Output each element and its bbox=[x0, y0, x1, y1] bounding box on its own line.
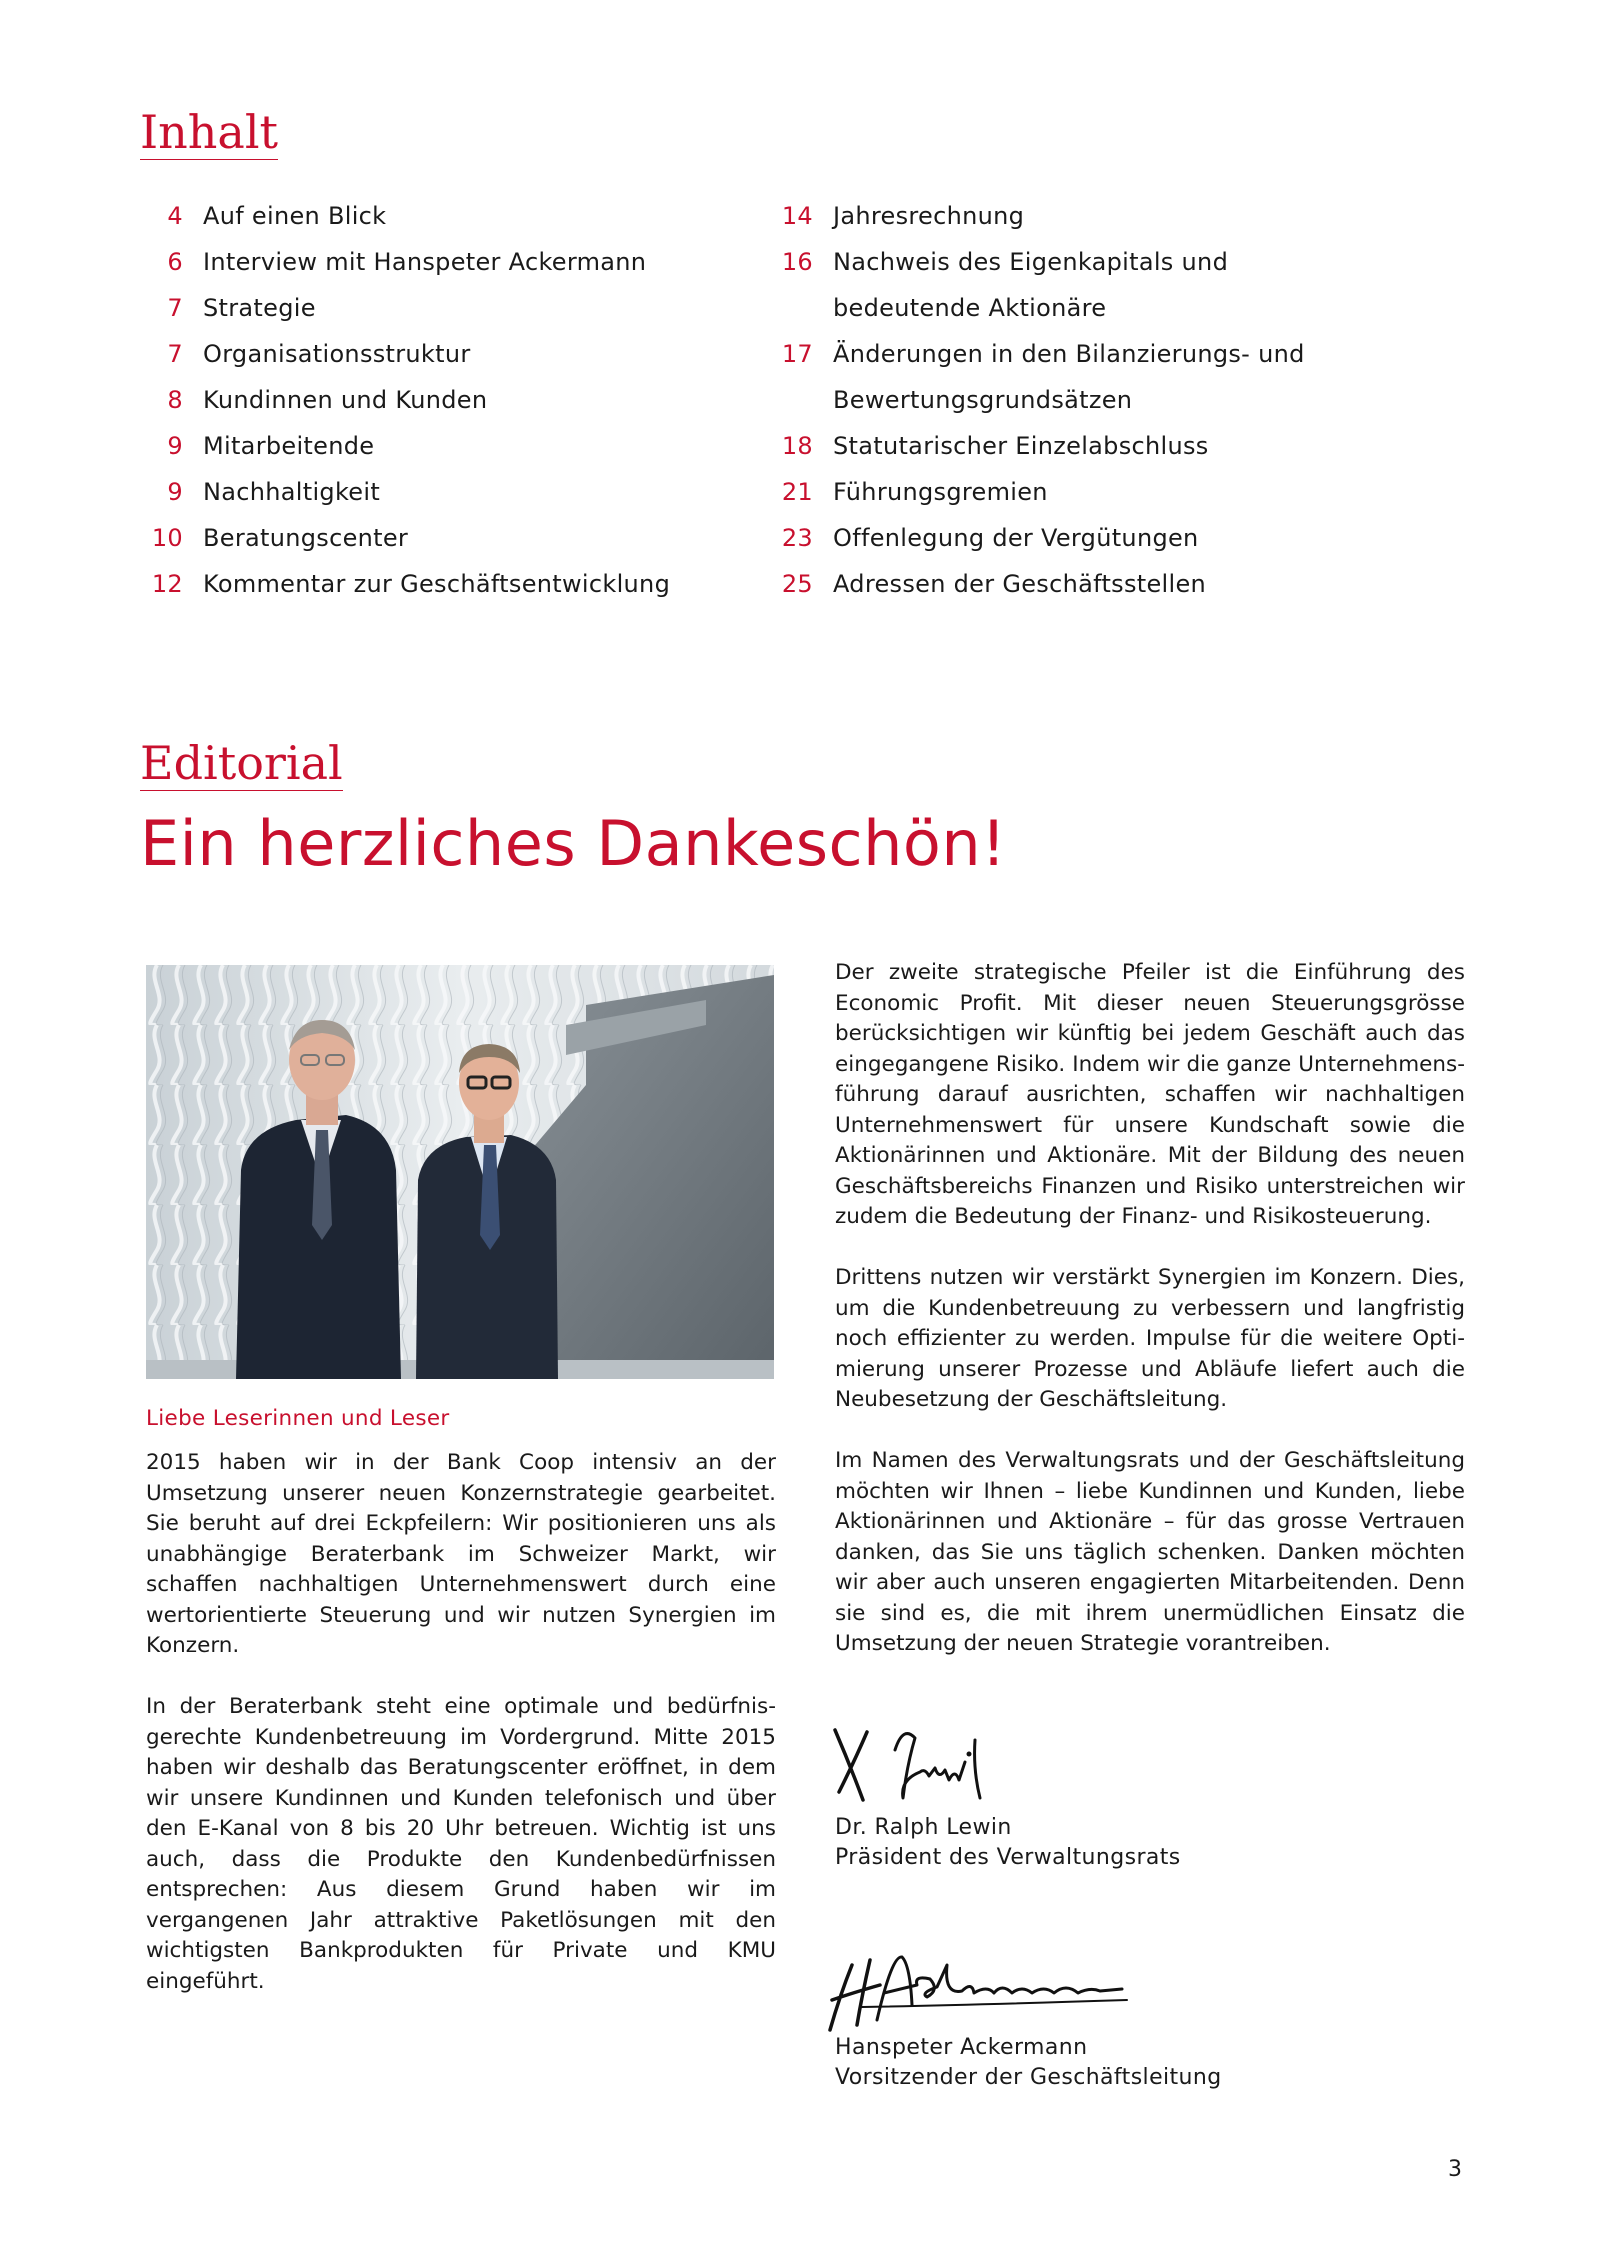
signatory-lewin bbox=[835, 1813, 1181, 1873]
toc-label: bedeutende Aktionäre bbox=[833, 294, 1107, 322]
toc-page-number: 12 bbox=[151, 570, 183, 598]
toc-entry[interactable] bbox=[765, 193, 1405, 239]
toc-label: Auf einen Blick bbox=[203, 202, 387, 230]
editorial-right-column bbox=[835, 958, 1465, 1690]
editorial-headline: Ein herzliches Dankeschön! bbox=[140, 807, 1007, 880]
toc-page-number: 7 bbox=[167, 340, 183, 368]
signatory-name: Hanspeter Ackermann bbox=[835, 2035, 1088, 2060]
inhalt-heading: Inhalt bbox=[140, 105, 279, 159]
toc-page-number: 8 bbox=[167, 386, 183, 414]
toc-page-number: 6 bbox=[167, 248, 183, 276]
toc-entry[interactable] bbox=[765, 561, 1405, 607]
toc-entry[interactable] bbox=[140, 285, 760, 331]
toc-page-number: 14 bbox=[781, 202, 813, 230]
toc-label: Beratungscenter bbox=[203, 524, 409, 552]
toc-page-number: 16 bbox=[781, 248, 813, 276]
editorial-left-column bbox=[146, 1448, 776, 2028]
executives-photo bbox=[146, 965, 774, 1379]
signatory-name: Dr. Ralph Lewin bbox=[835, 1815, 1012, 1840]
toc-label: Nachhaltigkeit bbox=[203, 478, 381, 506]
toc-entry[interactable] bbox=[140, 193, 760, 239]
toc-page-number bbox=[765, 285, 813, 331]
editorial-paragraph: In der Beraterbank steht eine optimale und bedürfnisgerechte Kundenbetreuung im Vordergrund. Mitte 2015 haben wir deshalb das Beratungscenter eröffnet, in dem wir unsere Kundinnen und Kunden telefonisch und über den E-Kanal von 8 bis 20 Uhr betreuen. Wichtig ist uns auch, dass die Produkte den Kundenbedürfnissen entsprechen: Aus diesem Grund haben wir im vergangenen Jahr attraktive Paketlösungen mit den wichtigsten Bankprodukten für Private und KMU eingeführt. bbox=[146, 1694, 776, 1994]
toc-label: Kundinnen und Kunden bbox=[203, 386, 488, 414]
toc-entry[interactable] bbox=[765, 469, 1405, 515]
toc-page-number: 17 bbox=[781, 340, 813, 368]
toc-page-number: 10 bbox=[151, 524, 183, 552]
toc-page-number: 9 bbox=[167, 478, 183, 506]
editorial-paragraph: Der zweite strategische Pfeiler ist die Einführung des Economic Profit. Mit dieser neuen Steuerungsgrösse berücksichtigen wir künftig bei jedem Geschäft auch das eingegangene Risiko. Indem wir die ganze Unternehmensführung darauf ausrichten, schaffen wir nachhaltigen Unternehmenswert für unsere Kundschaft sowie die Aktionärinnen und Aktionäre. Mit der Bildung des neuen Geschäftsbereichs Finanzen und Risiko unterstreichen wir zudem die Bedeutung der Finanz- und Risikosteuerung. bbox=[835, 960, 1465, 1229]
toc-page-number: 7 bbox=[167, 294, 183, 322]
toc-label: Interview mit Hanspeter Ackermann bbox=[203, 248, 647, 276]
toc-entry-continuation[interactable] bbox=[765, 377, 1405, 423]
toc-label: Statutarischer Einzelabschluss bbox=[833, 432, 1209, 460]
toc-label: Adressen der Geschäftsstellen bbox=[833, 570, 1207, 598]
editorial-greeting: Liebe Leserinnen und Leser bbox=[146, 1406, 450, 1431]
toc-label: Offenlegung der Vergütungen bbox=[833, 524, 1199, 552]
toc-page-number: 9 bbox=[167, 432, 183, 460]
toc-label: Kommentar zur Geschäftsentwicklung bbox=[203, 570, 671, 598]
toc-label: Änderungen in den Bilanzierungs- und bbox=[833, 340, 1305, 368]
signatory-ackermann bbox=[835, 2033, 1222, 2093]
signatory-role: Vorsitzender der Geschäftsleitung bbox=[835, 2065, 1222, 2090]
toc-label: Nachweis des Eigenkapitals und bbox=[833, 248, 1229, 276]
toc-label: Bewertungsgrundsätzen bbox=[833, 386, 1133, 414]
toc-label: Strategie bbox=[203, 294, 316, 322]
toc-entry[interactable] bbox=[765, 239, 1405, 285]
toc-label: Mitarbeitende bbox=[203, 432, 375, 460]
toc-page-number: 4 bbox=[167, 202, 183, 230]
toc-label: Organisationsstruktur bbox=[203, 340, 471, 368]
signature-lewin bbox=[825, 1710, 1005, 1810]
editorial-heading: Editorial bbox=[140, 736, 343, 790]
toc-entry[interactable] bbox=[140, 239, 760, 285]
toc-page-number: 23 bbox=[781, 524, 813, 552]
toc-entry-continuation[interactable] bbox=[765, 285, 1405, 331]
toc-left-column bbox=[140, 193, 760, 607]
signatory-role: Präsident des Verwaltungsrats bbox=[835, 1845, 1181, 1870]
toc-entry[interactable] bbox=[140, 469, 760, 515]
toc-entry[interactable] bbox=[140, 423, 760, 469]
toc-entry[interactable] bbox=[140, 331, 760, 377]
editorial-paragraph: 2015 haben wir in der Bank Coop intensiv an der Umsetzung unserer neuen Konzernstrategie gearbeitet. Sie beruht auf drei Eckpfeilern: Wir positionieren uns als unabhängige Beraterbank im Schweizer Markt, wir schaffen nachhaltigen Unternehmenswert durch eine wertorientierte Steuerung und wir nutzen Synergien im Konzern. bbox=[146, 1450, 776, 1658]
toc-label: Führungsgremien bbox=[833, 478, 1048, 506]
toc-entry[interactable] bbox=[140, 561, 760, 607]
toc-entry[interactable] bbox=[140, 515, 760, 561]
page-number: 3 bbox=[1448, 2157, 1462, 2182]
toc-entry[interactable] bbox=[765, 515, 1405, 561]
toc-right-column bbox=[765, 193, 1405, 607]
toc-page-number: 21 bbox=[781, 478, 813, 506]
toc-entry[interactable] bbox=[765, 423, 1405, 469]
toc-page-number: 18 bbox=[781, 432, 813, 460]
toc-page-number bbox=[765, 377, 813, 423]
signature-ackermann bbox=[822, 1945, 1142, 2035]
toc-label: Jahresrechnung bbox=[833, 202, 1025, 230]
toc-entry[interactable] bbox=[765, 331, 1405, 377]
editorial-paragraph: Drittens nutzen wir verstärkt Synergien im Konzern. Dies, um die Kundenbetreuung zu verbessern und langfristig noch effizienter zu werden. Impulse für die weitere Optimierung unserer Prozesse und Abläufe liefert auch die Neubesetzung der Geschäftsleitung. bbox=[835, 1265, 1465, 1412]
toc-page-number: 25 bbox=[781, 570, 813, 598]
toc-entry[interactable] bbox=[140, 377, 760, 423]
editorial-paragraph: Im Namen des Verwaltungsrats und der Geschäftsleitung möchten wir Ihnen – liebe Kundinnen und Kunden, liebe Aktionärinnen und Aktionäre – für das grosse Vertrauen danken, das Sie uns täglich schenken. Danken möchten wir aber auch unseren engagierten Mitarbeitenden. Denn sie sind es, die mit ihrem unermüdlichen Einsatz die Umsetzung der neuen Strategie vorantreiben. bbox=[835, 1448, 1465, 1656]
